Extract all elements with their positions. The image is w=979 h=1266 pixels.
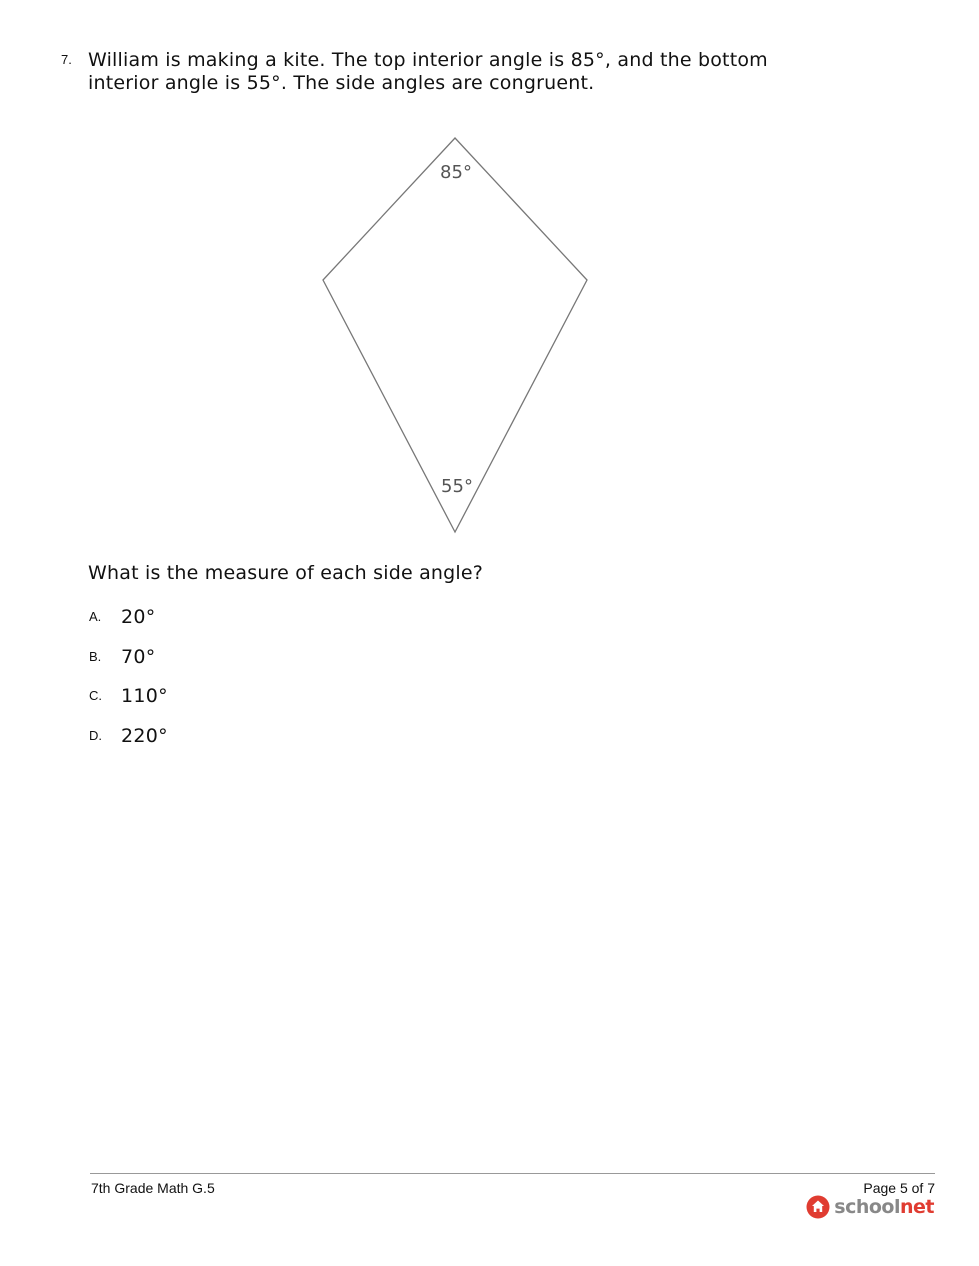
choice-letter: A. — [89, 609, 102, 624]
choice-letter: B. — [89, 648, 102, 664]
footer-course-title: 7th Grade Math G.5 — [91, 1180, 215, 1196]
answer-choices — [89, 606, 168, 764]
question-prompt: What is the measure of each side angle? — [88, 562, 484, 584]
choice-letter: D. — [89, 727, 102, 743]
choice-c[interactable] — [89, 685, 168, 725]
footer-page-number: Page 5 of 7 — [863, 1180, 935, 1196]
question-number: 7. — [61, 52, 72, 67]
logo-net: net — [900, 1196, 934, 1218]
schoolnet-logo — [806, 1195, 934, 1219]
kite-outline — [323, 138, 587, 532]
choice-text: 220° — [121, 724, 168, 747]
question-stem: William is making a kite. The top interior angle is 85°, and the bottom interior angle is 55°. The side angles are congruent. — [88, 49, 768, 94]
footer-divider — [90, 1173, 935, 1174]
choice-d[interactable] — [89, 725, 168, 765]
house-icon — [806, 1195, 830, 1219]
bottom-angle-label: 55° — [441, 476, 473, 497]
choice-text: 110° — [121, 685, 168, 707]
choice-a[interactable] — [89, 606, 168, 646]
kite-diagram — [300, 130, 610, 540]
choice-letter: C. — [89, 688, 102, 703]
kite-figure — [300, 130, 610, 540]
logo-school: school — [834, 1196, 900, 1218]
top-angle-label: 85° — [440, 162, 472, 183]
choice-b[interactable] — [89, 646, 168, 686]
logo-wordmark — [834, 1196, 934, 1218]
choice-text: 70° — [121, 645, 156, 668]
choice-text: 20° — [121, 606, 156, 628]
